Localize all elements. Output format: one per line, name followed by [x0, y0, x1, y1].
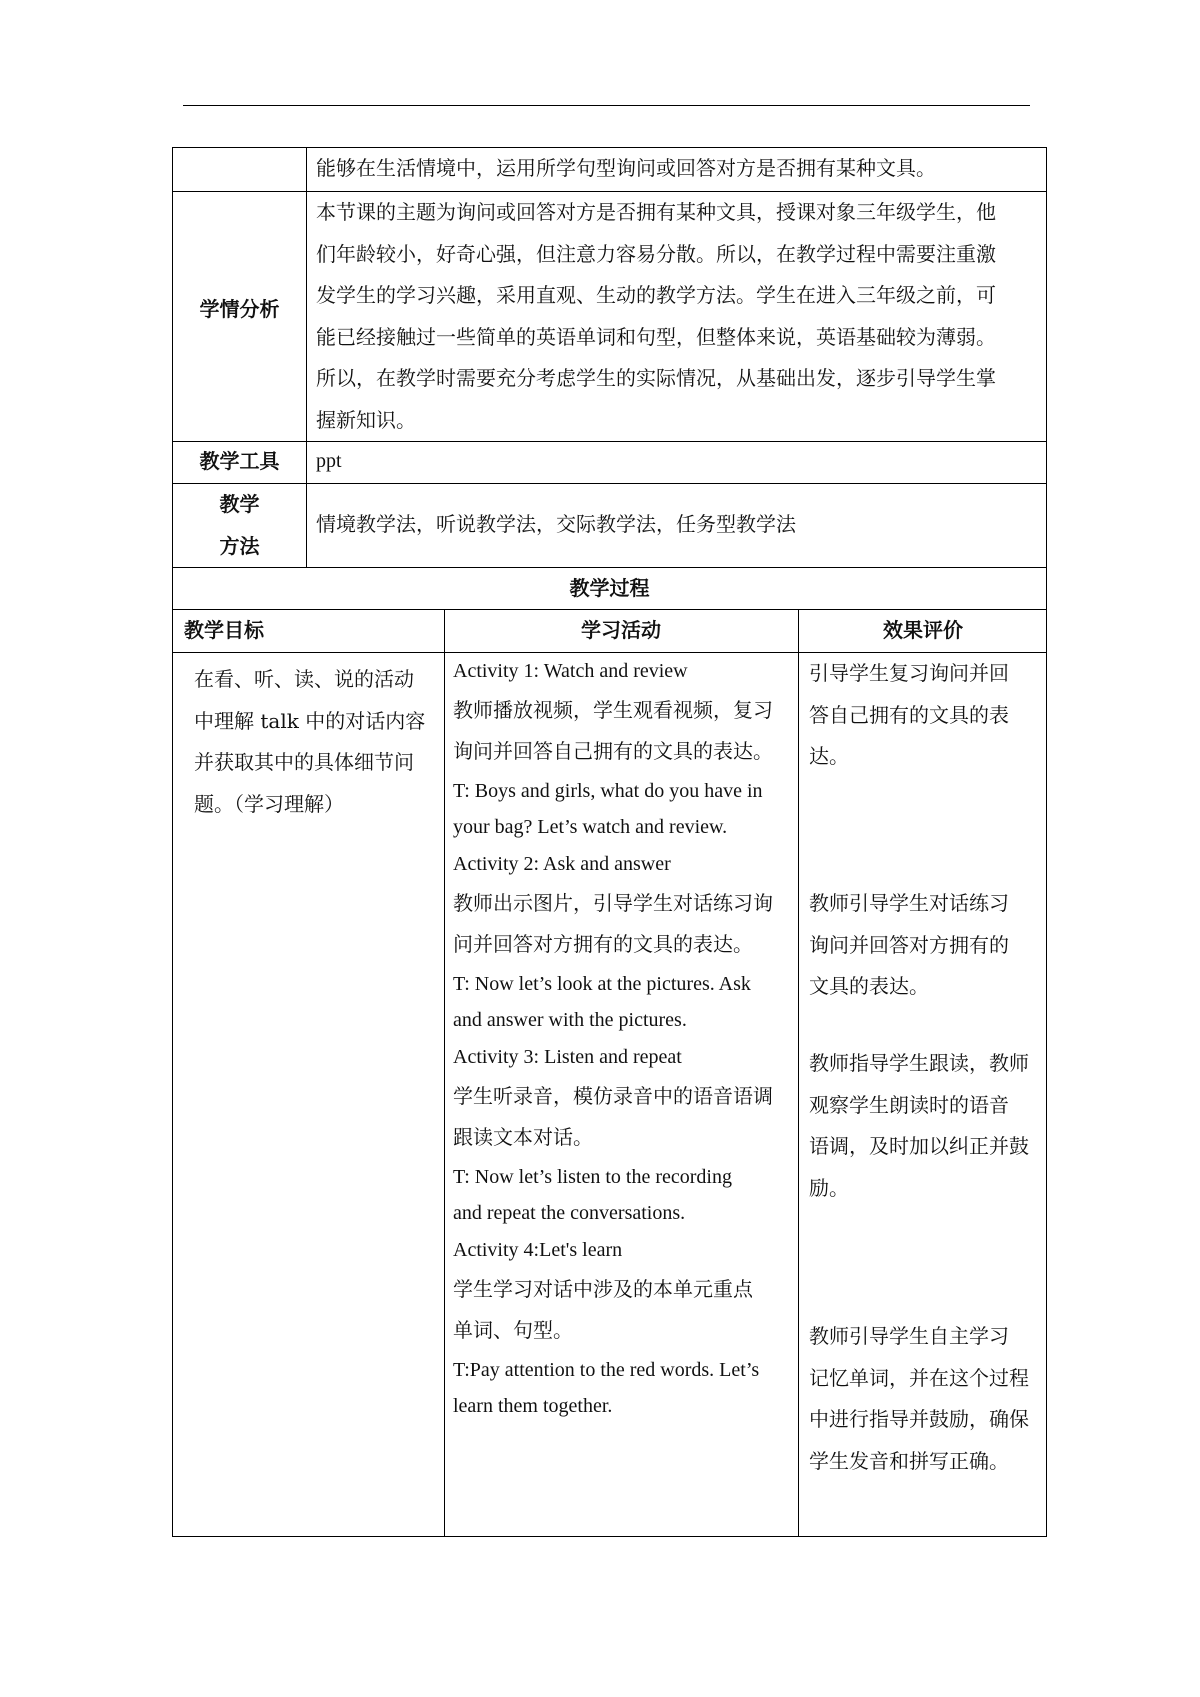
analysis-line: 能已经接触过一些简单的英语单词和句型，但整体来说，英语基础较为薄弱。 — [316, 324, 996, 349]
evaluation-line: 观察学生朗读时的语音 — [809, 1092, 1009, 1117]
column-divider — [798, 653, 799, 1536]
row-column-headers — [172, 609, 1047, 652]
process-title: 教学过程 — [569, 576, 650, 600]
evaluation-line: 学生发音和拼写正确。 — [809, 1448, 1009, 1473]
evaluation-line: 教师引导学生对话练习 — [809, 891, 1009, 915]
activity-en-line: T: Now let’s listen to the recording — [453, 1165, 732, 1188]
evaluation-line: 记忆单词，并在这个过程 — [809, 1365, 1029, 1390]
header-rule — [183, 105, 1030, 106]
activity-en-line: T: Now let’s look at the pictures. Ask — [453, 972, 751, 995]
activity-en-line: T: Boys and girls, what do you have in — [453, 779, 763, 802]
row-student-analysis — [172, 191, 1047, 441]
analysis-label: 学情分析 — [199, 297, 280, 321]
row-teaching-method — [172, 483, 1047, 567]
column-divider — [306, 148, 307, 191]
activity-title: Activity 4:Let's learn — [453, 1239, 623, 1261]
activity-en-line: learn them together. — [453, 1395, 613, 1417]
analysis-line: 发学生的学习兴趣，采用直观、生动的教学方法。学生在进入三年级之前，可 — [316, 283, 996, 307]
activity-2 — [453, 846, 773, 1039]
evaluation-line: 答自己拥有的文具的表 — [809, 702, 1009, 727]
goal-line: 并获取其中的具体细节问 — [194, 750, 414, 774]
evaluation-line: 语调，及时加以纠正并鼓 — [809, 1134, 1029, 1158]
header-activities: 学习活动 — [581, 618, 661, 642]
header-goal: 教学目标 — [184, 618, 264, 642]
evaluation-line: 励。 — [809, 1175, 849, 1200]
activity-title: Activity 3: Listen and repeat — [453, 1046, 682, 1068]
activity-zh-line: 学生学习对话中涉及的本单元重点 — [453, 1276, 753, 1301]
evaluation-3 — [809, 1043, 1029, 1209]
goal-line: 题。（学习理解） — [194, 791, 344, 816]
evaluation-line: 中进行指导并鼓励，确保 — [809, 1407, 1029, 1431]
activity-title: Activity 2: Ask and answer — [453, 853, 671, 875]
activity-zh-line: 问并回答对方拥有的文具的表达。 — [453, 932, 753, 956]
column-divider — [306, 192, 307, 441]
activity-title: Activity 1: Watch and review — [453, 660, 688, 682]
evaluation-line: 询问并回答对方拥有的 — [809, 932, 1009, 957]
activity-1 — [453, 653, 773, 846]
evaluation-1 — [809, 653, 1009, 778]
activity-zh-line: 询问并回答自己拥有的文具的表达。 — [453, 739, 773, 763]
evaluation-line: 引导学生复习询问并回 — [809, 661, 1009, 685]
header-evaluation: 效果评价 — [883, 618, 963, 642]
evaluation-line: 文具的表达。 — [809, 974, 929, 998]
column-divider — [306, 442, 307, 483]
row-process-content — [172, 652, 1047, 1537]
activity-zh-line: 跟读文本对话。 — [453, 1125, 593, 1149]
tools-label: 教学工具 — [199, 449, 280, 473]
row-teaching-tools — [172, 441, 1047, 483]
evaluation-line: 教师指导学生跟读，教师 — [809, 1051, 1029, 1075]
activity-zh-line: 教师出示图片，引导学生对话练习询 — [453, 890, 773, 915]
goal-text — [194, 659, 425, 825]
method-label: 教学 方法 — [219, 492, 260, 558]
row-process-title — [172, 567, 1047, 609]
activity-3 — [453, 1039, 773, 1232]
column-divider — [306, 484, 307, 567]
evaluation-line: 教师引导学生自主学习 — [809, 1324, 1009, 1348]
goal-continuation-line: 能够在生活情境中，运用所学句型询问或回答对方是否拥有某种文具。 — [316, 156, 936, 180]
activity-zh-line: 单词、句型。 — [453, 1318, 573, 1342]
activity-en-line: and answer with the pictures. — [453, 1009, 687, 1031]
activity-en-line: T:Pay attention to the red words. Let’s — [453, 1358, 760, 1381]
activity-en-line: and repeat the conversations. — [453, 1202, 686, 1224]
goal-line: 中理解 talk 中的对话内容 — [194, 708, 426, 733]
activity-zh-line: 教师播放视频，学生观看视频，复习 — [453, 697, 773, 722]
method-value: 情境教学法，听说教学法，交际教学法，任务型教学法 — [316, 512, 796, 536]
goal-continuation-text — [316, 148, 936, 190]
analysis-text — [316, 192, 996, 441]
analysis-line: 所以，在教学时需要充分考虑学生的实际情况，从基础出发，逐步引导学生掌 — [316, 366, 996, 390]
analysis-line: 握新知识。 — [316, 407, 416, 432]
activity-en-line: your bag? Let’s watch and review. — [453, 816, 728, 838]
activity-4 — [453, 1232, 759, 1425]
tools-value: ppt — [316, 450, 342, 472]
goal-line: 在看、听、读、说的活动 — [194, 667, 414, 691]
analysis-line: 本节课的主题为询问或回答对方是否拥有某种文具，授课对象三年级学生，他 — [316, 200, 996, 224]
analysis-line: 们年龄较小，好奇心强，但注意力容易分散。所以，在教学过程中需要注重激 — [316, 241, 996, 266]
activity-zh-line: 学生听录音，模仿录音中的语音语调 — [453, 1083, 773, 1108]
evaluation-2 — [809, 883, 1009, 1008]
row-goal-continuation — [172, 147, 1047, 191]
evaluation-line: 达。 — [809, 744, 849, 768]
column-divider — [444, 653, 445, 1536]
evaluation-4 — [809, 1316, 1029, 1482]
